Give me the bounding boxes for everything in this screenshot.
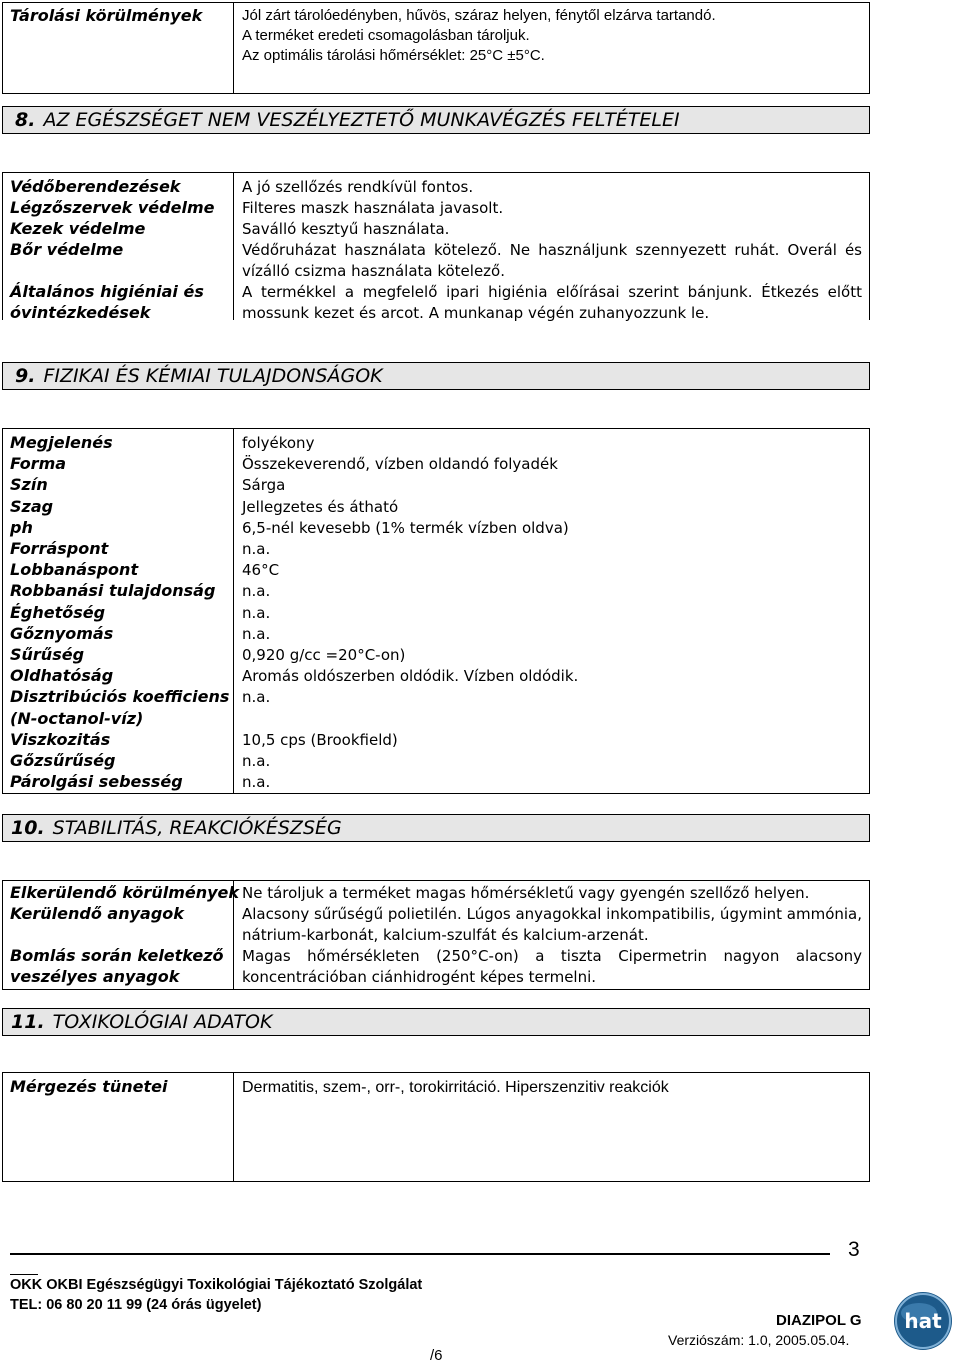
footer-organization: OKK OKBI Egészségügyi Toxikológiai Tájékoztató Szolgálat (10, 1277, 423, 1293)
footer-product: DIAZIPOL G (776, 1312, 862, 1329)
section-10-heading (2, 814, 870, 842)
s8-label-hygiene-1: Általános higiéniai és (10, 282, 204, 301)
property-value: 0,920 g/cc =20°C-on) (242, 646, 406, 664)
storage-line-2: A terméket eredeti csomagolásban tároljuk. (242, 27, 530, 44)
section-11-heading (2, 1008, 870, 1036)
storage-divider (233, 2, 234, 94)
property-label: Forma (10, 454, 67, 473)
s8-label-skin: Bőr védelme (10, 240, 124, 259)
s10-value-avoid-materials-2: nátrium-karbonát, kalcium-szulfát és kalcium-arzenát. (242, 926, 649, 944)
hat-logo (893, 1291, 953, 1351)
property-label: ph (10, 518, 33, 537)
logo-text: hat (904, 1309, 942, 1333)
footer-phone: TEL: 06 80 20 11 99 (24 órás ügyelet) (10, 1297, 262, 1313)
property-value: n.a. (242, 688, 271, 706)
section-9-heading (2, 362, 870, 390)
s8-label-respiratory: Légzőszervek védelme (10, 198, 215, 217)
footer-rule (10, 1253, 830, 1255)
s8-value-4: vízálló csizma használata kötelező. (242, 262, 506, 280)
s10-label-avoid-materials: Kerülendő anyagok (10, 904, 184, 923)
property-label: Viszkozitás (10, 730, 111, 749)
property-value: n.a. (242, 604, 271, 622)
property-value: Sárga (242, 476, 286, 494)
property-value: 6,5-nél kevesebb (1% termék vízben oldva) (242, 519, 569, 537)
s8-label-protective: Védőberendezések (10, 177, 181, 196)
s10-label-decomposition-2: veszélyes anyagok (10, 967, 180, 986)
section-9-divider (233, 428, 234, 794)
s8-value-6: mossunk kezet és arcot. A munkanap végén zuhanyozzunk le. (242, 304, 710, 322)
property-value: Összekeverendő, vízben oldandó folyadék (242, 455, 558, 473)
property-label: Párolgási sebesség (10, 772, 183, 791)
property-value: 46°C (242, 561, 280, 579)
section-9-title: FIZIKAI ÉS KÉMIAI TULAJDONSÁGOK (43, 365, 383, 387)
footer-total-pages: /6 (430, 1347, 443, 1364)
section-8-heading (2, 106, 870, 134)
property-value: Jellegzetes és átható (242, 498, 399, 516)
storage-line-3: Az optimális tárolási hőmérséklet: 25°C ±5°C. (242, 47, 545, 64)
s8-label-hands: Kezek védelme (10, 219, 146, 238)
s10-value-decomposition-1: Magas hőmérsékleten (250°C-on) a tiszta Cipermetrin nagyon alacsony (242, 947, 862, 965)
section-8-title: AZ EGÉSZSÉGET NEM VESZÉLYEZTETŐ MUNKAVÉGZÉS FELTÉTELEI (43, 109, 680, 131)
section-10-title: STABILITÁS, REAKCIÓKÉSZSÉG (52, 817, 342, 839)
section-8-number: 8. (15, 109, 36, 131)
footer-short-rule (10, 1274, 38, 1275)
s8-value-1: Filteres maszk használata javasolt. (242, 199, 504, 217)
property-label: Gőznyomás (10, 624, 114, 643)
property-label: Forráspont (10, 539, 109, 558)
section-11-divider (233, 1072, 234, 1182)
property-label: Szín (10, 475, 48, 494)
property-label: Robbanási tulajdonság (10, 581, 216, 600)
section-11-number: 11. (11, 1011, 45, 1033)
property-value: Aromás oldószerben oldódik. Vízben oldódik. (242, 667, 579, 685)
s8-value-0: A jó szellőzés rendkívül fontos. (242, 178, 474, 196)
s10-value-decomposition-2: koncentrációban ciánhidrogént képes termelni. (242, 968, 597, 986)
s8-value-5: A termékkel a megfelelő ipari higiénia előírásai szerint bánjunk. Étkezés előtt (242, 283, 862, 301)
s11-value-symptoms: Dermatitis, szem-, orr-, torokirritáció. Hiperszenzitiv reakciók (242, 1079, 669, 1096)
property-value: n.a. (242, 773, 271, 791)
property-label: Lobbanáspont (10, 560, 139, 579)
property-value: n.a. (242, 752, 271, 770)
footer-version: Verziószám: 1.0, 2005.05.04. (668, 1332, 850, 1348)
section-11-title: TOXIKOLÓGIAI ADATOK (52, 1011, 273, 1033)
section-9-table (2, 428, 870, 794)
property-label: Gőzsűrűség (10, 751, 116, 770)
s10-value-avoid-materials-1: Alacsony sűrűségű polietilén. Lúgos anyagokkal inkompatibilis, úgymint ammónia, (242, 905, 863, 923)
property-label: Sűrűség (10, 645, 85, 664)
s8-value-2: Saválló kesztyű használata. (242, 220, 450, 238)
property-value: n.a. (242, 625, 271, 643)
footer-page-number: 3 (848, 1238, 860, 1261)
property-value: n.a. (242, 540, 271, 558)
s10-label-avoid-conditions: Elkerülendő körülmények (10, 883, 240, 902)
property-value: 10,5 cps (Brookfield) (242, 731, 398, 749)
property-label: Oldhatóság (10, 666, 114, 685)
section-10-number: 10. (11, 817, 45, 839)
storage-line-1: Jól zárt tárolóedényben, hűvös, száraz helyen, fénytől elzárva tartandó. (242, 7, 716, 24)
s10-label-decomposition-1: Bomlás során keletkező (10, 946, 224, 965)
section-8-divider (233, 172, 234, 320)
property-label: (N-octanol-víz) (10, 709, 144, 728)
property-value: n.a. (242, 582, 271, 600)
s8-value-3: Védőruházat használata kötelező. Ne használjunk szennyezett ruhát. Overál és (242, 241, 862, 259)
s11-label-symptoms: Mérgezés tünetei (10, 1077, 168, 1096)
section-9-number: 9. (15, 365, 36, 387)
property-label: Disztribúciós koefficiens (10, 687, 230, 706)
property-label: Szag (10, 497, 54, 516)
s8-label-hygiene-2: óvintézkedések (10, 303, 151, 322)
property-label: Megjelenés (10, 433, 113, 452)
property-value: folyékony (242, 434, 315, 452)
s10-value-avoid-conditions: Ne tároljuk a terméket magas hőmérsékletű vagy gyengén szellőző helyen. (242, 884, 810, 902)
property-label: Éghetőség (10, 603, 106, 622)
storage-label: Tárolási körülmények (10, 6, 203, 25)
